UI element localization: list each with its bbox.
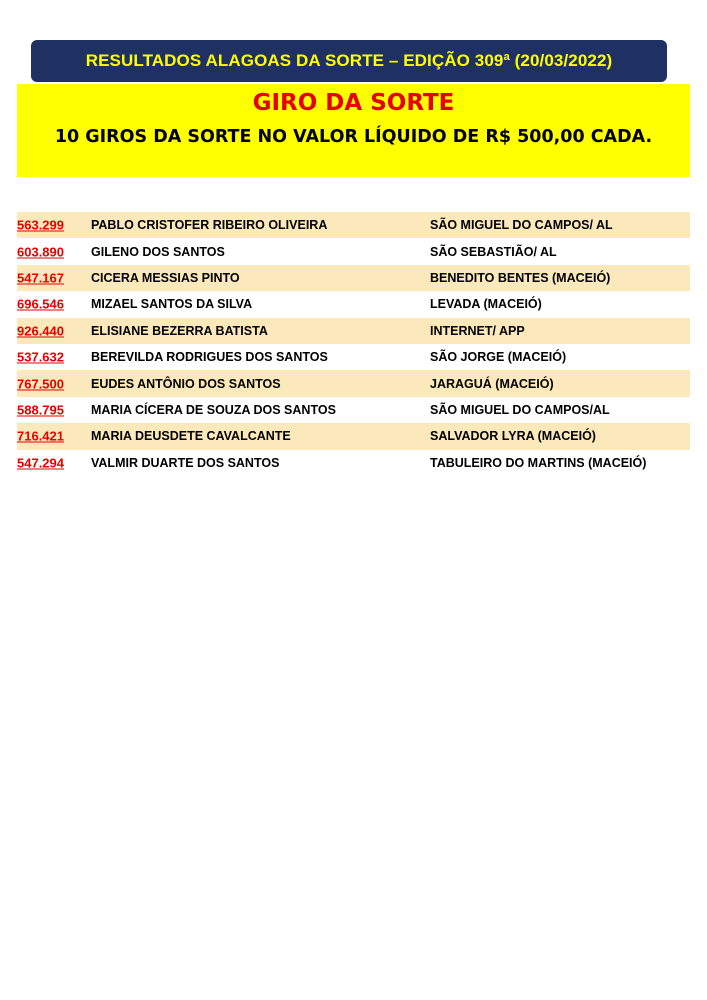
winner-location: LEVADA (MACEIÓ) (430, 297, 542, 312)
list-item (17, 370, 690, 396)
results-list (17, 212, 690, 476)
winner-name: ELISIANE BEZERRA BATISTA (91, 323, 268, 338)
edition-banner (31, 40, 667, 82)
winner-name: GILENO DOS SANTOS (91, 244, 225, 259)
list-item (17, 291, 690, 317)
winner-name: MARIA CÍCERA DE SOUZA DOS SANTOS (91, 402, 336, 417)
list-item (17, 265, 690, 291)
list-item (17, 423, 690, 449)
list-item (17, 397, 690, 423)
list-item (17, 212, 690, 238)
winner-location: JARAGUÁ (MACEIÓ) (430, 376, 554, 391)
winner-name: BEREVILDA RODRIGUES DOS SANTOS (91, 350, 328, 365)
ticket-number: 537.632 (17, 349, 64, 365)
winner-location: SÃO SEBASTIÃO/ AL (430, 244, 557, 259)
page-title: GIRO DA SORTE (252, 90, 455, 116)
prize-description: 10 GIROS DA SORTE NO VALOR LÍQUIDO DE R$ 500,00 CADA. (54, 127, 653, 147)
edition-banner-text: RESULTADOS ALAGOAS DA SORTE – EDIÇÃO 309ª (20/03/2022) (85, 51, 613, 70)
winner-location: BENEDITO BENTES (MACEIÓ) (430, 270, 611, 285)
winner-name: PABLO CRISTOFER RIBEIRO OLIVEIRA (91, 218, 328, 233)
winner-name: MARIA DEUSDETE CAVALCANTE (91, 429, 291, 444)
ticket-number: 767.500 (17, 376, 64, 392)
winner-location: SALVADOR LYRA (MACEIÓ) (430, 429, 596, 444)
ticket-number: 926.440 (17, 323, 64, 339)
list-item (17, 450, 690, 476)
list-item (17, 238, 690, 264)
ticket-number: 588.795 (17, 402, 64, 418)
winner-location: SÃO JORGE (MACEIÓ) (430, 350, 567, 365)
winner-location: INTERNET/ APP (430, 323, 525, 338)
winner-location: SÃO MIGUEL DO CAMPOS/ AL (430, 218, 613, 233)
winner-name: CICERA MESSIAS PINTO (91, 270, 240, 285)
ticket-number: 603.890 (17, 244, 64, 260)
ticket-number: 696.546 (17, 296, 64, 312)
winner-name: MIZAEL SANTOS DA SILVA (91, 297, 253, 312)
ticket-number: 563.299 (17, 217, 64, 233)
winner-name: EUDES ANTÔNIO DOS SANTOS (91, 376, 281, 391)
ticket-number: 716.421 (17, 428, 64, 444)
ticket-number: 547.167 (17, 270, 64, 286)
list-item (17, 344, 690, 370)
prize-header (17, 84, 690, 177)
ticket-number: 547.294 (17, 455, 64, 471)
winner-location: SÃO MIGUEL DO CAMPOS/AL (430, 402, 610, 417)
winner-location: TABULEIRO DO MARTINS (MACEIÓ) (430, 455, 647, 470)
winner-name: VALMIR DUARTE DOS SANTOS (91, 455, 280, 470)
list-item (17, 318, 690, 344)
